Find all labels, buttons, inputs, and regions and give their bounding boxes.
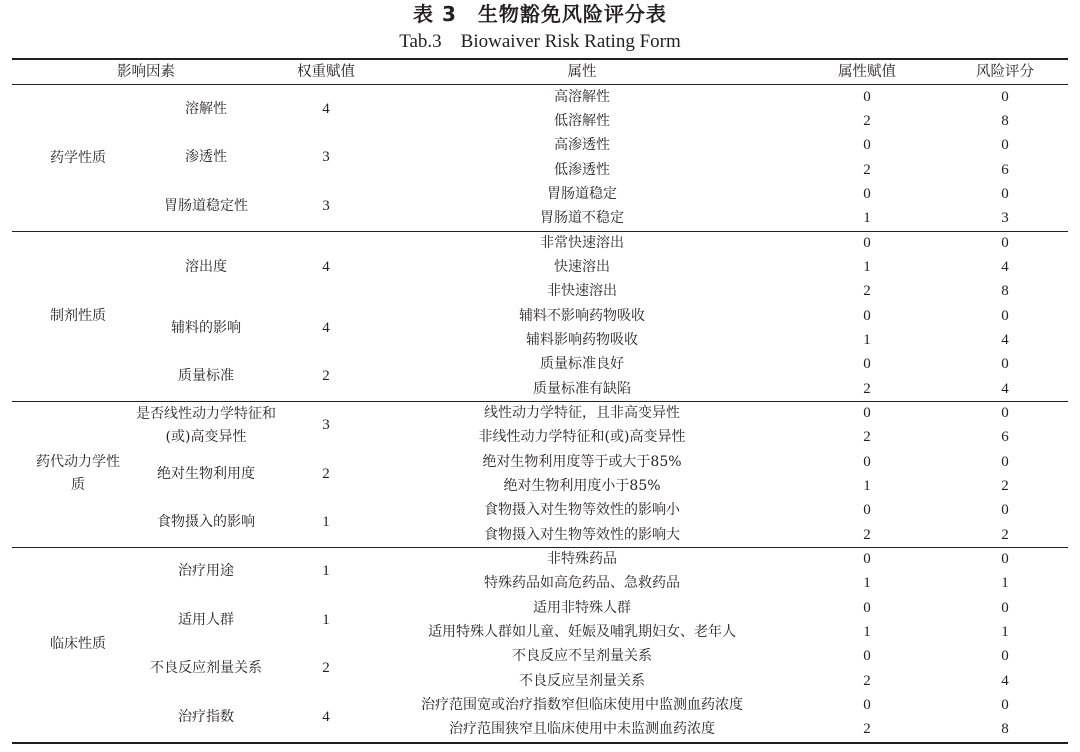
attribute-text: 质量标准有缺陷: [533, 380, 631, 397]
attribute-value: 1: [863, 258, 871, 275]
attribute-text: 非常快速溶出: [540, 234, 624, 251]
factor-name: 适用人群: [178, 611, 234, 628]
risk-score: 1: [1001, 623, 1009, 640]
attribute-text: 治疗范围狭窄且临床使用中未监测血药浓度: [449, 721, 715, 738]
table-bottom-rule: [12, 742, 1068, 744]
risk-score: 0: [1001, 185, 1009, 202]
attribute-value: 0: [863, 88, 871, 105]
risk-score: 8: [1001, 721, 1009, 738]
risk-score: 4: [1001, 331, 1009, 348]
risk-score: 0: [1001, 502, 1009, 519]
attribute-value: 1: [863, 331, 871, 348]
weight-value: 2: [322, 660, 330, 677]
header-weight: 权重赋值: [297, 63, 355, 80]
weight-value: 4: [322, 100, 330, 117]
attribute-text: 适用特殊人群如儿童、妊娠及哺乳期妇女、老年人: [428, 623, 736, 640]
group-name: 药代动力学性质: [36, 454, 120, 494]
risk-score: 4: [1001, 380, 1009, 397]
attribute-value: 2: [863, 672, 871, 689]
factor-name: 绝对生物利用度: [157, 465, 255, 482]
attribute-text: 辅料影响药物吸收: [526, 331, 638, 348]
attribute-text: 食物摄入对生物等效性的影响大: [484, 526, 680, 543]
factor-name: 胃肠道稳定性: [164, 198, 248, 215]
attribute-value: 2: [863, 721, 871, 738]
attribute-value: 1: [863, 575, 871, 592]
attribute-value: 0: [863, 404, 871, 421]
attribute-value: 0: [863, 137, 871, 154]
factor-name: 溶出度: [185, 259, 227, 275]
attribute-text: 非特殊药品: [547, 550, 617, 567]
risk-score: 1: [1001, 575, 1009, 592]
attribute-value: 0: [863, 648, 871, 665]
risk-score: 8: [1001, 112, 1009, 129]
weight-value: 4: [322, 709, 330, 726]
risk-score: 4: [1001, 258, 1009, 275]
factor-name: 是否线性动力学特征和(或)高变异性: [136, 405, 276, 445]
weight-value: 4: [322, 259, 330, 275]
attribute-text: 绝对生物利用度小于85%: [503, 477, 661, 494]
risk-score: 8: [1001, 283, 1009, 300]
attribute-value: 2: [863, 161, 871, 178]
attribute-text: 胃肠道不稳定: [540, 210, 624, 227]
factor-name: 溶解性: [185, 100, 227, 117]
weight-value: 2: [322, 368, 330, 385]
attribute-text: 低溶解性: [554, 112, 610, 129]
group-name: 临床性质: [50, 636, 106, 653]
attribute-text: 绝对生物利用度等于或大于85%: [482, 453, 682, 470]
risk-score: 0: [1001, 307, 1009, 324]
attribute-value: 0: [863, 307, 871, 324]
risk-score: 0: [1001, 234, 1009, 251]
attribute-text: 食物摄入对生物等效性的影响小: [484, 502, 680, 519]
attribute-text: 非线性动力学特征和(或)高变异性: [478, 429, 686, 446]
attribute-value: 2: [863, 112, 871, 129]
risk-score: 0: [1001, 599, 1009, 616]
attribute-value: 0: [863, 185, 871, 202]
weight-value: 1: [322, 611, 330, 628]
attribute-value: 0: [863, 502, 871, 519]
attribute-value: 0: [863, 234, 871, 251]
attribute-text: 高渗透性: [554, 137, 610, 154]
factor-name: 质量标准: [178, 368, 234, 385]
attribute-text: 快速溶出: [554, 258, 610, 275]
attribute-value: 2: [863, 380, 871, 397]
risk-score: 0: [1001, 696, 1009, 713]
attribute-text: 低渗透性: [554, 161, 610, 178]
attribute-value: 0: [863, 356, 871, 373]
attribute-text: 辅料不影响药物吸收: [519, 307, 645, 324]
attribute-value: 2: [863, 283, 871, 300]
weight-value: 1: [322, 514, 330, 531]
attribute-text: 特殊药品如高危药品、急救药品: [484, 575, 680, 592]
weight-value: 4: [322, 319, 330, 336]
weight-value: 1: [322, 563, 330, 580]
factor-name: 渗透性: [185, 149, 227, 166]
risk-score: 0: [1001, 137, 1009, 154]
table-title-en: Tab.3 Biowaiver Risk Rating Form: [399, 31, 681, 52]
header-factor: 影响因素: [117, 63, 175, 80]
risk-score: 4: [1001, 672, 1009, 689]
factor-name: 不良反应剂量关系: [150, 660, 262, 677]
attribute-text: 胃肠道稳定: [547, 185, 617, 202]
attribute-value: 1: [863, 477, 871, 494]
attribute-text: 适用非特殊人群: [533, 599, 631, 616]
risk-score: 0: [1001, 356, 1009, 373]
risk-score: 6: [1001, 161, 1009, 178]
attribute-value: 2: [863, 429, 871, 446]
risk-score: 2: [1001, 526, 1009, 543]
factor-name: 辅料的影响: [171, 319, 241, 336]
header-risk-score: 风险评分: [976, 63, 1034, 80]
attribute-value: 0: [863, 599, 871, 616]
attribute-value: 2: [863, 526, 871, 543]
factor-name: 食物摄入的影响: [157, 514, 255, 531]
attribute-value: 0: [863, 550, 871, 567]
factor-name: 治疗用途: [178, 563, 234, 580]
weight-value: 2: [322, 465, 330, 482]
weight-value: 3: [322, 149, 330, 166]
attribute-value: 1: [863, 210, 871, 227]
attribute-text: 线性动力学特征，且非高变异性: [484, 404, 680, 421]
group-name: 制剂性质: [50, 307, 106, 324]
weight-value: 3: [322, 417, 330, 434]
attribute-text: 非快速溶出: [547, 283, 617, 300]
header-attr-value: 属性赋值: [838, 63, 896, 80]
risk-score: 2: [1001, 477, 1009, 494]
attribute-text: 不良反应不呈剂量关系: [512, 648, 652, 665]
attribute-text: 质量标准良好: [540, 356, 624, 373]
header-attribute: 属性: [567, 63, 597, 80]
attribute-text: 不良反应呈剂量关系: [519, 672, 645, 689]
attribute-value: 0: [863, 453, 871, 470]
risk-score: 6: [1001, 429, 1009, 446]
factor-name: 治疗指数: [178, 709, 234, 726]
risk-score: 0: [1001, 648, 1009, 665]
attribute-value: 0: [863, 696, 871, 713]
risk-score: 0: [1001, 453, 1009, 470]
attribute-text: 高溶解性: [554, 88, 610, 105]
risk-score: 3: [1001, 210, 1009, 227]
risk-score: 0: [1001, 404, 1009, 421]
weight-value: 3: [322, 198, 330, 215]
risk-score: 0: [1001, 550, 1009, 567]
attribute-text: 治疗范围宽或治疗指数窄但临床使用中监测血药浓度: [421, 696, 743, 713]
group-name: 药学性质: [50, 149, 106, 166]
table-title-cn: 表 3 生物豁免风险评分表: [413, 2, 667, 26]
attribute-value: 1: [863, 623, 871, 640]
risk-score: 0: [1001, 88, 1009, 105]
